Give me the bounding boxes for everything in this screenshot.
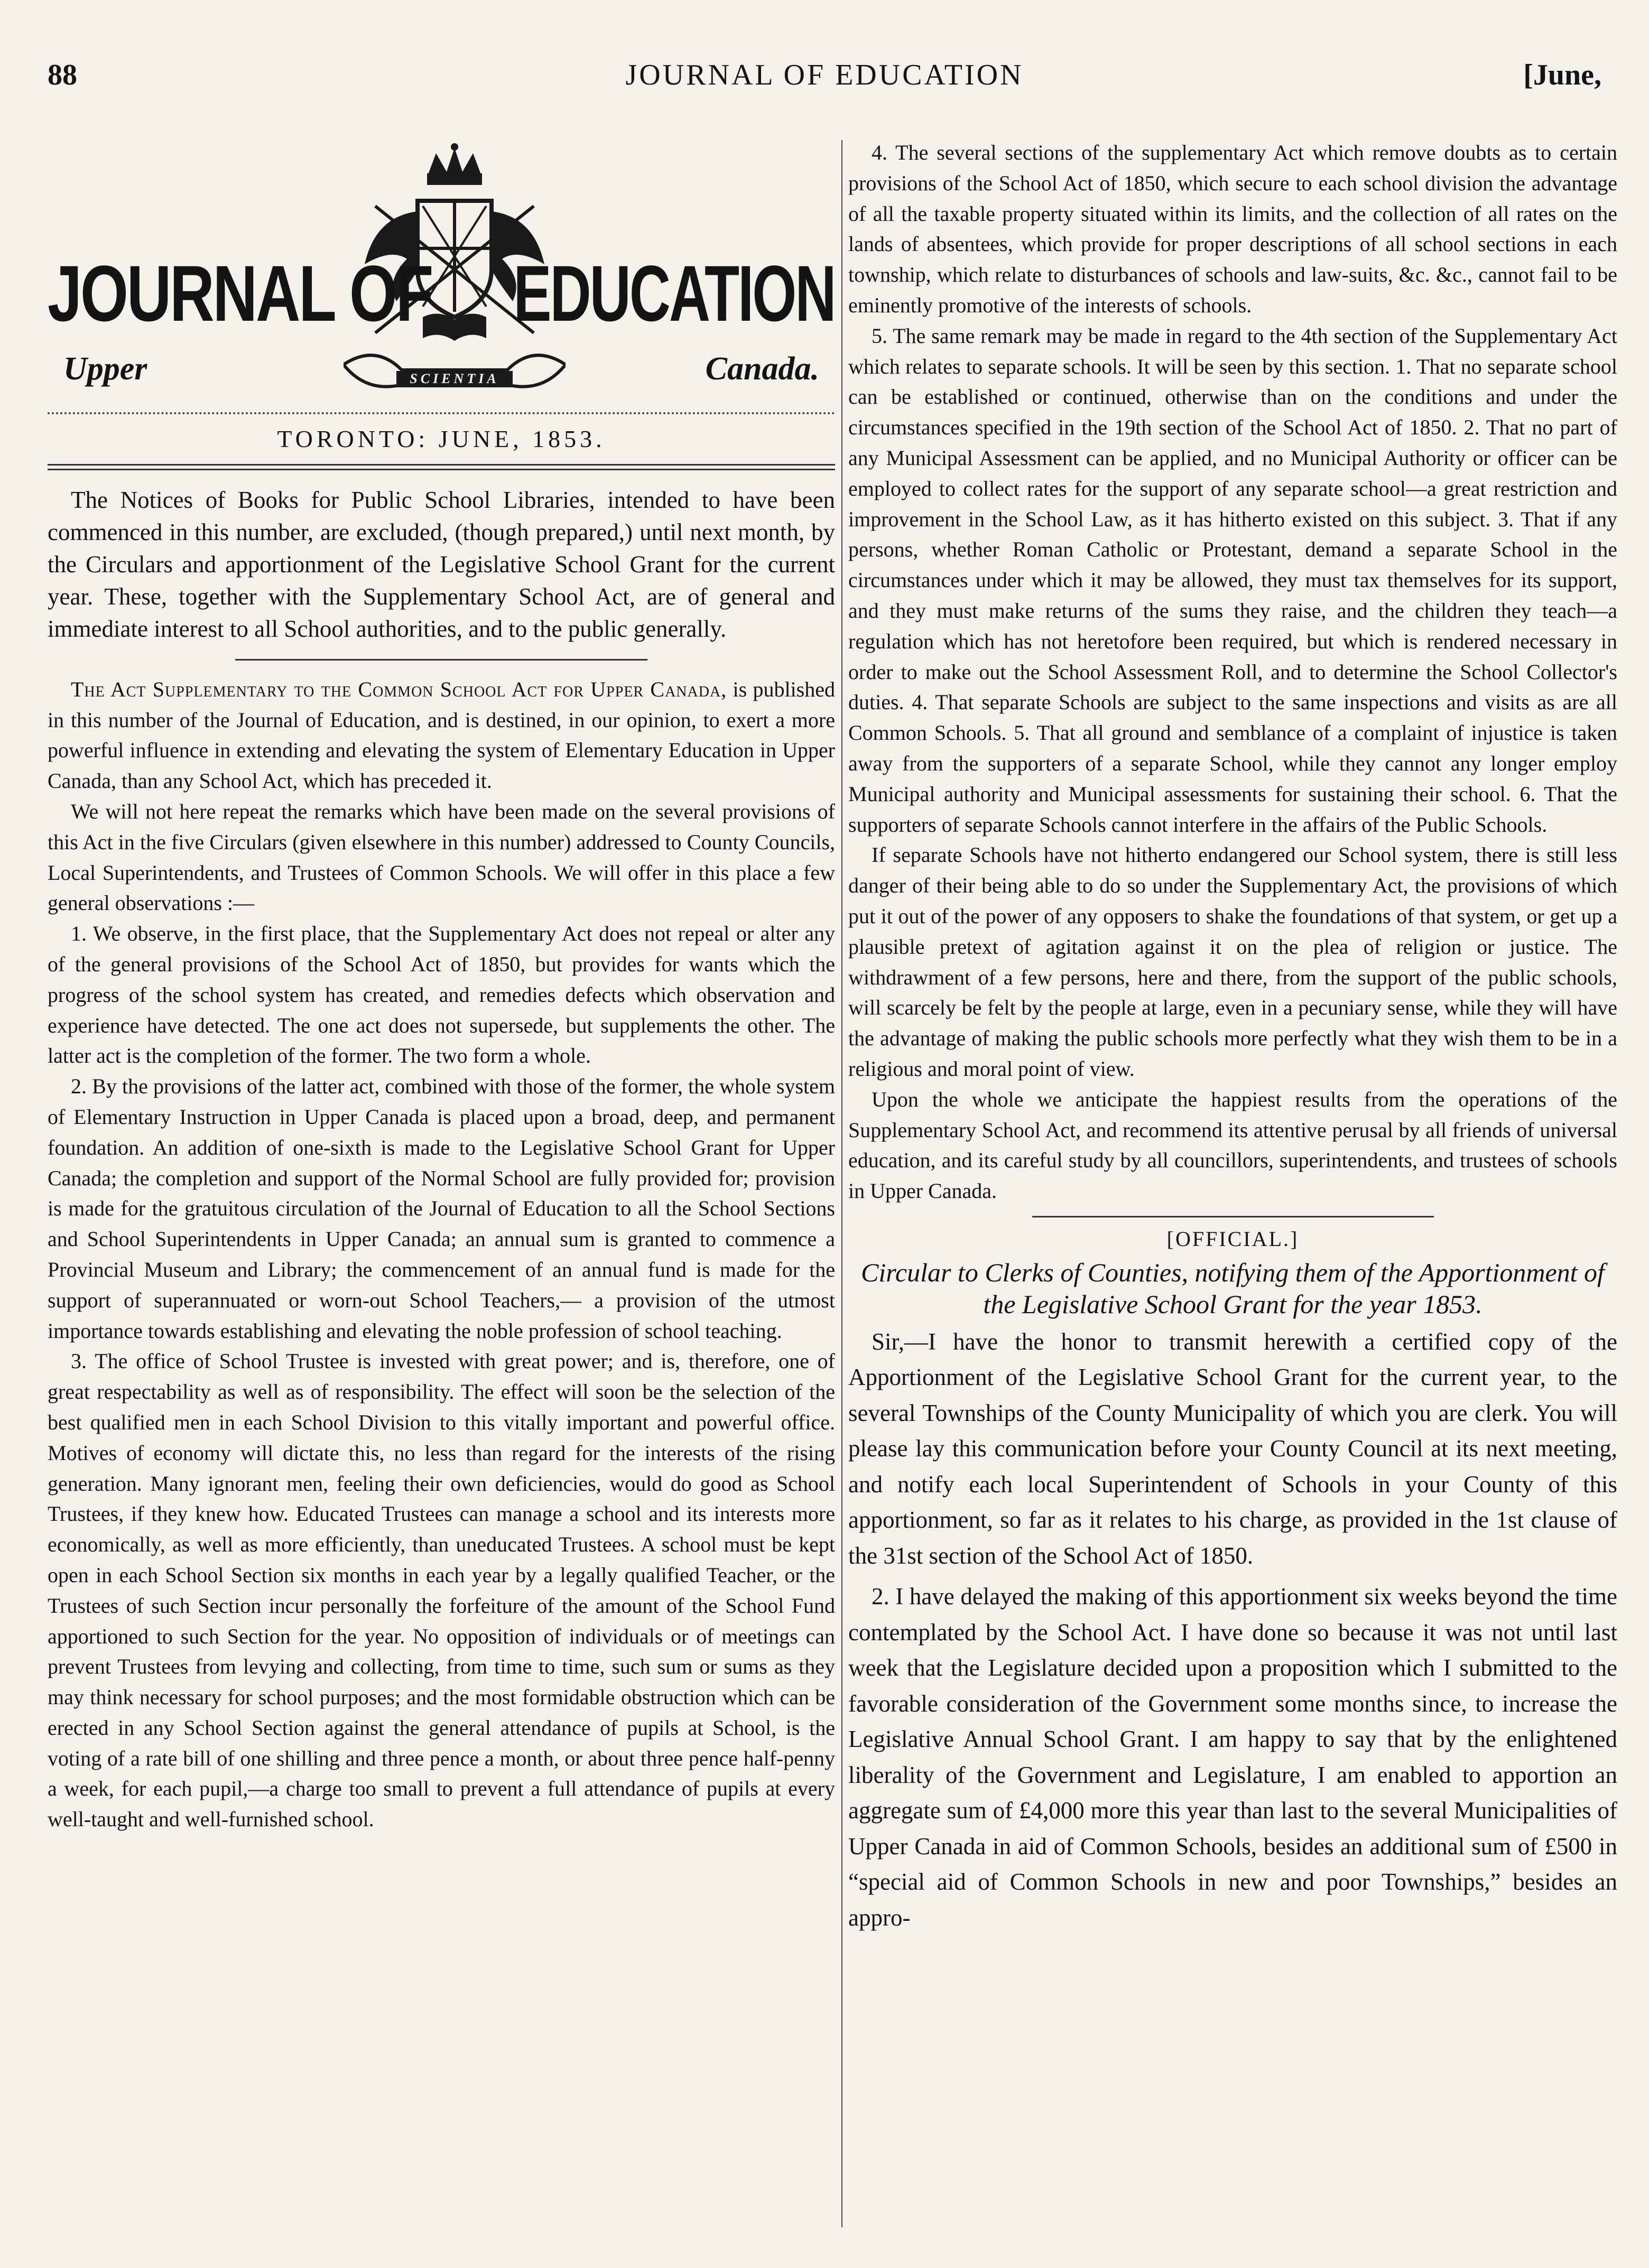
editorial-paragraph: [48, 674, 835, 796]
circular-title: Circular to Clerks of Counties, notifying them of the Apportionment of the Legislative School Grant for the year 1853.: [861, 1257, 1605, 1319]
masthead-title-right: EDUCATION: [513, 249, 835, 338]
editorial-notice: The Notices of Books for Public School Libraries, intended to have been commenced in this number, are excluded, (though prepared,) until next month, by the Circulars and apportionment of the Legislative School Grant for the current year. These, together with the Supplementary School Act, are of general and immediate interest to all School authorities, and to the public generally.: [48, 486, 835, 642]
official-tag: [OFFICIAL.]: [1166, 1226, 1299, 1251]
masthead-subtitle-right: Canada.: [705, 351, 819, 387]
section-rule: [1032, 1216, 1434, 1217]
page-number: 88: [48, 59, 77, 91]
editorial-paragraph-text: is published in this number of the Journal of Education, and is destined, in our opinion, to exert a more powerful influence in extending and elevating the system of Elementary Education in Upper Canada, than any School Act, which has preceded it.: [48, 677, 835, 793]
circular-letter: [848, 1324, 1617, 1936]
editorial-paragraph: We will not here repeat the remarks which have been made on the several provisions of this Act in the five Circulars (given elsewhere in this number) addressed to County Councils, Local Superintendents, and Trustees of Common Schools. We will offer in this place a few general observations :—: [48, 799, 835, 915]
right-column: [848, 137, 1617, 1941]
banner-motto: SCIENTIA: [410, 371, 499, 386]
masthead-subtitle-left: Upper: [63, 351, 147, 387]
editorial-paragraph: 1. We observe, in the first place, that the Supplementary Act does not repeal or alter any of the general provisions of the School Act of 1850, but provides for wants which the progress of the school system has created, and remedies defects which observation and experience have detected. The one act does not supersede, but supplements the other. The latter act is the completion of the former. The two form a whole.: [48, 922, 835, 1068]
running-month: [June,: [1523, 59, 1601, 91]
editorial-paragraph: 4. The several sections of the supplementary Act which remove doubts as to certain provisions of the School Act of 1850, which secure to each school division the advantage of all the taxable property situated within its limits, and the collection of all rates on the lands of absentees, which provide for proper descriptions of all school sections in each township, which relate to disturbances of schools and law-suits, &c. &c., cannot fail to be eminently promotive of the interests of schools.: [848, 141, 1617, 317]
editorial-paragraph: Upon the whole we anticipate the happiest results from the operations of the Supplementary School Act, and recommend its attentive perusal by all friends of universal education, and its careful study by all councillors, superintendents, and trustees of schools in Upper Canada.: [848, 1087, 1617, 1203]
editorial-paragraph: 2. By the provisions of the latter act, combined with those of the former, the whole system of Elementary Instruction in Upper Canada is placed upon a broad, deep, and permanent foundation. An addition of one-sixth is made to the Legislative School Grant for Upper Canada; the completion and support of the Normal School are fully provided for; provision is made for the gratuitous circulation of the Journal of Education to all the School Sections and School Superintendents in Upper Canada; an annual sum is granted to commence a Provincial Museum and Library; the commencement of an annual fund is made for the support of superannuated or worn-out School Teachers,— a provision of the utmost importance towards establishing and elevating the noble profession of school teaching.: [48, 1074, 835, 1343]
editorial-lead-in: The Act Supplementary to the Common School Act for Upper Canada,: [71, 677, 727, 701]
letter-paragraph: 2. I have delayed the making of this apportionment six weeks beyond the time contemplated by the School Act. I have done so because it was not until last week that the Legislature decided upon a proposition which I submitted to the favorable consideration of the Government some months since, to increase the Legislative Annual School Grant. I am happy to say that by the enlightened liberality of the Government and Legislature, I am enabled to apportion an aggregate sum of £4,000 more this year than last to the several Municipalities of Upper Canada in aid of Common Schools, besides an additional sum of £500 in “special aid of Common Schools in new and poor Townships,” besides an appro-: [848, 1583, 1617, 1931]
dateline: TORONTO: JUNE, 1853.: [277, 425, 606, 452]
editorial-paragraph: 5. The same remark may be made in regard to the 4th section of the Supplementary Act which relates to separate schools. It will be seen by this section. 1. That no separate school can be established or continued, otherwise than on the conditions and under the circumstances specified in the 19th section of the School Act of 1850. 2. That no part of any Municipal Assessment can be applied, and no Municipal Authority or officer can be employed to collect rates for the support of any separate school—a great restriction and improvement in the School Law, as it has hitherto existed on this subject. 3. That if any persons, whether Roman Catholic or Protestant, demand a separate School in the circumstances under which it may be allowed, they must tax themselves for its support, and they must make returns of the sums they raise, and the children they teach—a regulation which has not heretofore been required, but which is rendered necessary in order to make out the School Assessment Roll, and to determine the School Collector's duties. 4. That separate Schools are subject to the same inspections and visits as are all Common Schools. 5. That all ground and semblance of a complaint of injustice is taken away from the supporters of a separate School, while they cannot any longer employ Municipal authority and Municipal assessments for sustaining their school. 6. That the supporters of separate Schools cannot interfere in the affairs of the Public Schools.: [848, 323, 1617, 836]
running-title: JOURNAL OF EDUCATION: [625, 59, 1024, 91]
editorial-paragraph: If separate Schools have not hitherto endangered our School system, there is still less danger of their being able to do so under the Supplementary Act, the provisions of which put it out of the power of any opposers to shake the foundations of that system, or get up a plausible pretext of agitation against it on the plea of religion or justice. The withdrawment of a few persons, here and there, from the support of the public schools, will scarcely be felt by the people at large, even in a pecuniary sense, while they will have the advantage of making the public schools more perfectly what they wish them to be in a religious and moral point of view.: [848, 843, 1617, 1081]
editorial-paragraph: 3. The office of School Trustee is invested with great power; and is, therefore, one of great respectability as well as of responsibility. The effect will soon be the selection of the best qualified men in each School Division to this vitally important and powerful office. Motives of economy will dictate this, no less than regard for the interests of the rising generation. Many ignorant men, feeling their own deficiencies, would do good as School Trustees, if they knew how. Educated Trustees can manage a school and its interests more economically, as well as more efficiently, than uneducated Trustees. A school must be kept open in each School Section six months in each year by a legally qualified Teacher, or the Trustees of such Section incur personally the forfeiture of the amount of the School Fund apportioned to such Section for the year. No opposition of individuals or of meetings can prevent Trustees from levying and collecting, from time to time, such sum or sums as they may think necessary for school purposes; and the most formidable obstruction which can be erected in any School Section against the general attendance of pupils at School, is the voting of a rate bill of one shilling and three pence a month, or about three pence half-penny a week, for each pupil,—a charge too small to prevent a full attendance of pupils at every well-taught and well-furnished school.: [48, 1349, 835, 1832]
running-head: [48, 58, 1601, 106]
left-column: [48, 137, 835, 1835]
masthead-title-left: JOURNAL OF: [48, 249, 432, 338]
masthead: [48, 137, 835, 412]
column-divider: [841, 140, 842, 2227]
letter-paragraph: Sir,—I have the honor to transmit herewith a certified copy of the Apportionment of the Legislative School Grant for the current year, to the several Townships of the County Municipality of which you are clerk. You will please lay this communication before your County Council at its next meeting, and notify each local Superintendent of Schools in your County of this apportionment, so far as it relates to his charge, as provided in the 1st clause of the 31st section of the School Act of 1850.: [848, 1328, 1617, 1569]
section-rule: [235, 659, 647, 661]
newspaper-page: [32, 21, 1617, 2251]
double-rule: [48, 464, 835, 470]
